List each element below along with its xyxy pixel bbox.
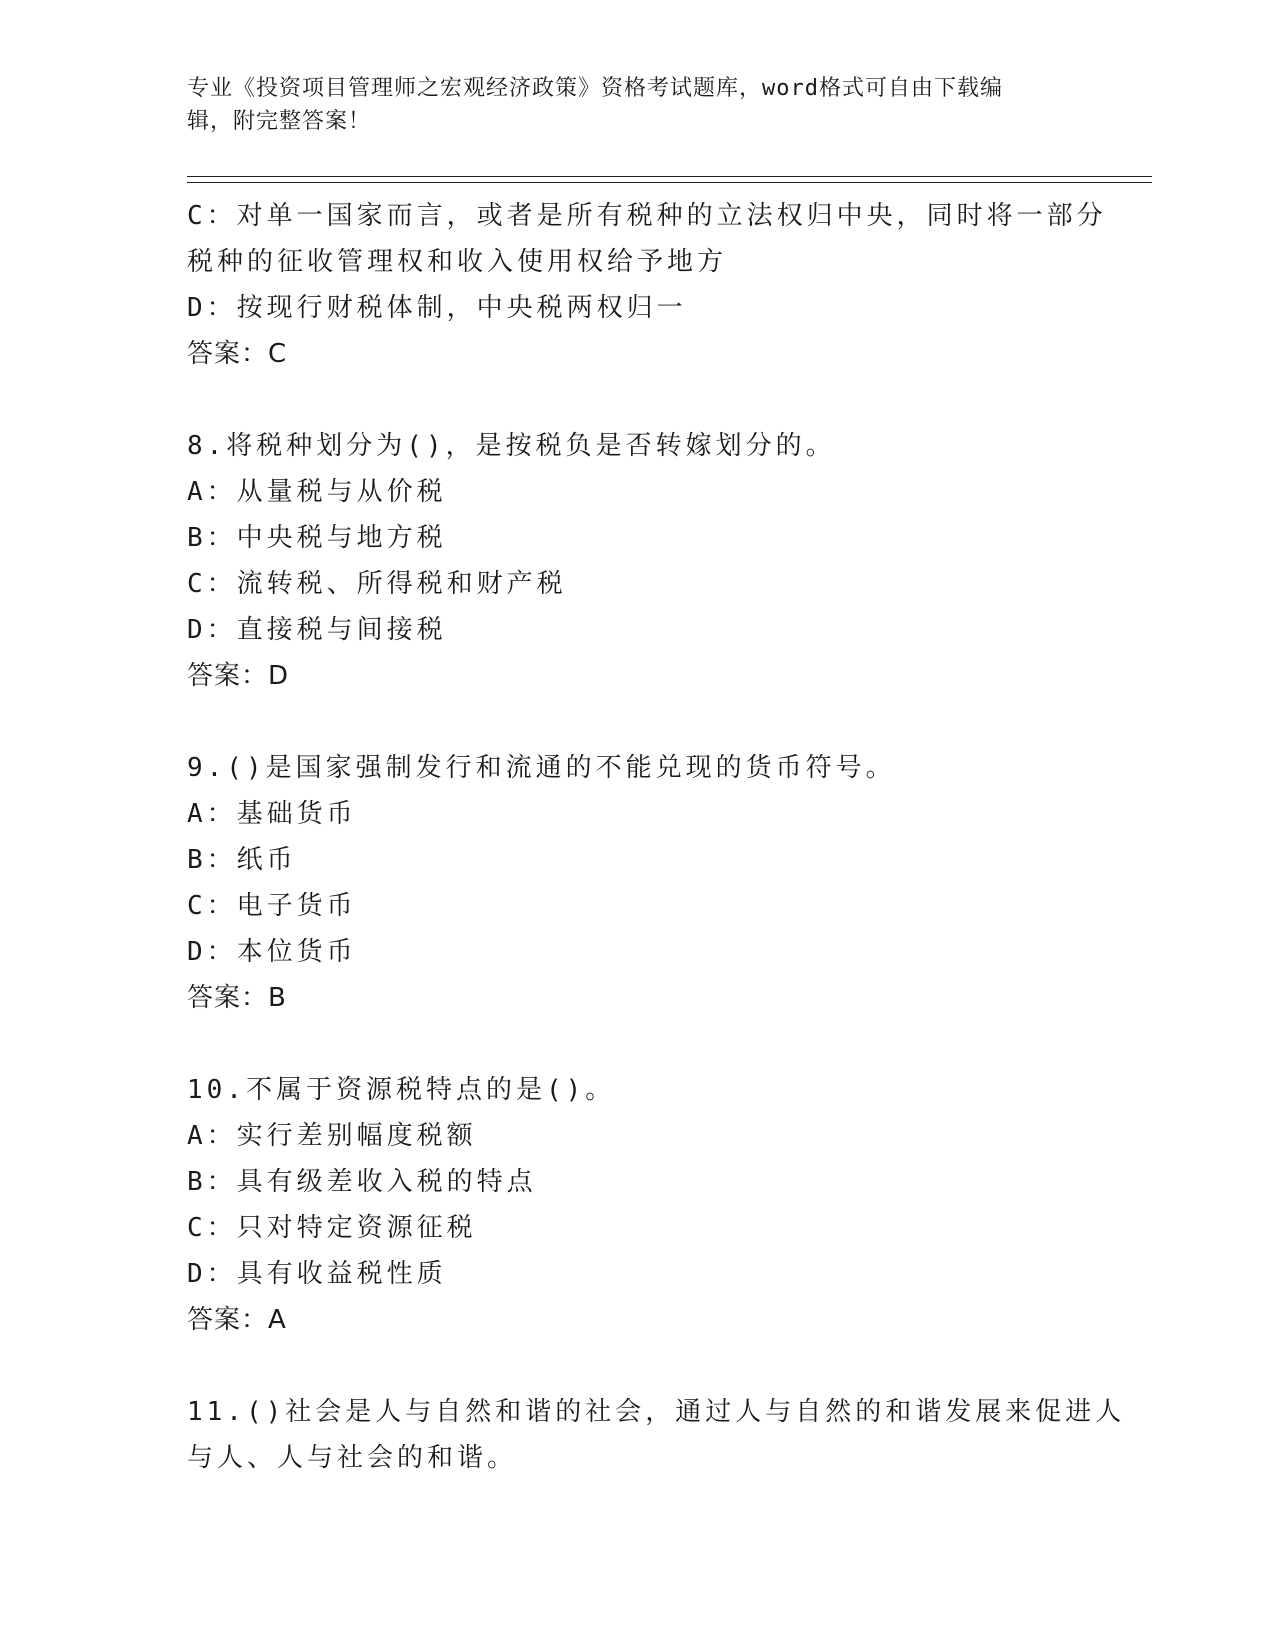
answer: 答案：B — [187, 983, 287, 1013]
header-divider-bottom — [187, 182, 1152, 183]
question-7-block — [187, 193, 1107, 377]
option-d: D：直接税与间接税 — [187, 615, 447, 645]
option-b: B：纸币 — [187, 845, 297, 875]
option-b: B：具有级差收入税的特点 — [187, 1167, 537, 1197]
spacer — [187, 699, 1087, 745]
option-d: D：具有收益税性质 — [187, 1259, 447, 1289]
question-stem: 10.不属于资源税特点的是()。 — [187, 1075, 616, 1105]
option-a: A：基础货币 — [187, 799, 357, 829]
option-d: D：按现行财税体制，中央税两权归一 — [187, 293, 687, 323]
option-a: A：实行差别幅度税额 — [187, 1121, 477, 1151]
header-line-1: 专业《投资项目管理师之宏观经济政策》资格考试题库，word格式可自由下载编 — [187, 76, 1003, 101]
spacer — [187, 377, 1087, 423]
answer: 答案：A — [187, 1305, 287, 1335]
question-stem: 8.将税种划分为()，是按税负是否转嫁划分的。 — [187, 431, 836, 461]
question-11-block — [187, 1389, 1126, 1481]
question-list — [187, 193, 1126, 1481]
option-c-line-2: 税种的征收管理权和收入使用权给予地方 — [187, 247, 728, 277]
option-c: C：流转税、所得税和财产税 — [187, 569, 567, 599]
question-stem: 9.()是国家强制发行和流通的不能兑现的货币符号。 — [187, 753, 896, 783]
question-stem-line-1: 11.()社会是人与自然和谐的社会，通过人与自然的和谐发展来促进人 — [187, 1397, 1126, 1427]
header-line-2: 辑，附完整答案！ — [187, 109, 372, 134]
answer: 答案：D — [187, 661, 290, 691]
question-8-block — [187, 423, 1087, 699]
option-a: A：从量税与从价税 — [187, 477, 447, 507]
spacer — [187, 1343, 1087, 1389]
spacer — [187, 1021, 1087, 1067]
header-divider-top — [187, 176, 1152, 177]
answer: 答案：C — [187, 339, 288, 369]
option-c: C：电子货币 — [187, 891, 357, 921]
option-c: C：只对特定资源征税 — [187, 1213, 477, 1243]
option-d: D：本位货币 — [187, 937, 357, 967]
option-c-line-1: C：对单一国家而言，或者是所有税种的立法权归中央，同时将一部分 — [187, 201, 1107, 231]
question-10-block — [187, 1067, 1087, 1343]
document-header — [187, 72, 1067, 138]
option-b: B：中央税与地方税 — [187, 523, 447, 553]
question-stem-line-2: 与人、人与社会的和谐。 — [187, 1443, 518, 1473]
question-9-block — [187, 745, 1087, 1021]
